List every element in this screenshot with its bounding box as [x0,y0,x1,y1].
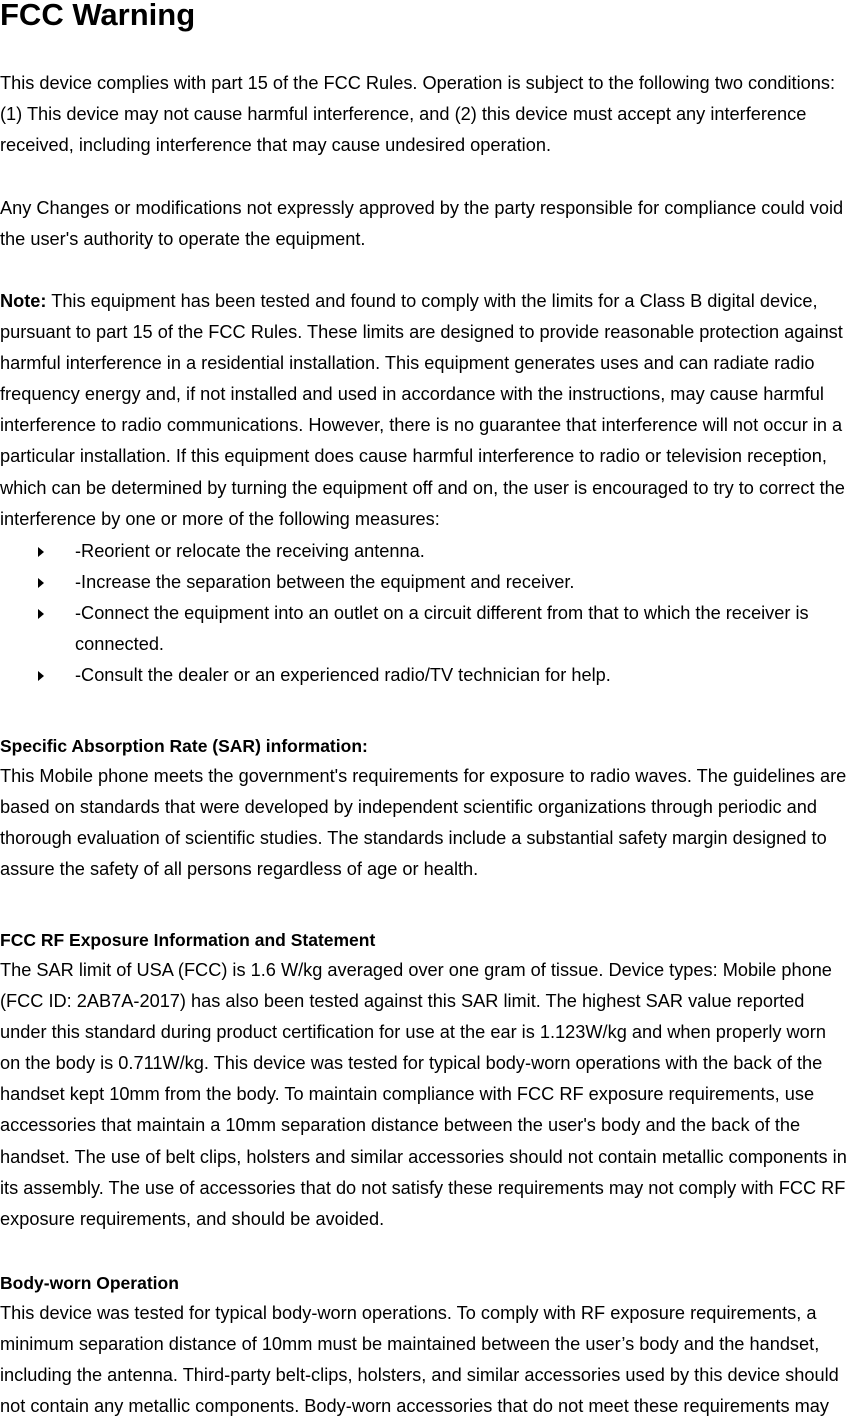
measure-text: -Increase the separation between the equipment and receiver. [75,572,575,593]
note-line: which can be determined by turning the equipment off and on, the user is encouraged to try to correct the [0,477,845,498]
measures-list [0,536,809,691]
intro-line: received, including interference that may cause undesired operation. [0,135,552,156]
sar-line: thorough evaluation of scientific studies. The standards include a substantial safety margin designed to [0,828,827,849]
rf-exposure-line: on the body is 0.711W/kg. This device was tested for typical body-worn operations with the back of the [0,1053,823,1074]
rf-exposure-line: its assembly. The use of accessories that do not satisfy these requirements may not comply with FCC RF [0,1177,846,1198]
sar-line: This Mobile phone meets the government's requirements for exposure to radio waves. The guidelines are [0,766,847,786]
rf-exposure-line: handset. The use of belt clips, holsters and similar accessories should not contain metallic components in [0,1146,847,1167]
list-item [0,660,809,691]
rf-exposure-line: The SAR limit of USA (FCC) is 1.6 W/kg averaged over one gram of tissue. Device types: Mobile phone [0,960,832,980]
sar-paragraph [0,761,864,885]
triangle-bullet-icon [38,609,44,619]
body-worn-heading: Body-worn Operation [0,1273,179,1293]
body-worn-line: This device was tested for typical body-worn operations. To comply with RF exposure requirements, a [0,1303,817,1323]
rf-exposure-line: (FCC ID: 2AB7A-2017) has also been tested against this SAR limit. The highest SAR value reported [0,991,805,1012]
changes-paragraph [0,193,864,255]
measure-text: -Consult the dealer or an experienced radio/TV technician for help. [75,665,611,686]
triangle-bullet-icon [38,578,44,588]
note-line: particular installation. If this equipment does cause harmful interference to radio or television reception, [0,446,827,467]
measure-text: connected. [75,634,164,655]
measure-text: -Reorient or relocate the receiving antenna. [75,541,425,561]
measure-text: -Connect the equipment into an outlet on a circuit different from that to which the receiver is [75,603,809,624]
list-item [0,598,809,660]
rf-exposure-line: exposure requirements, and should be avoided. [0,1208,385,1229]
body-worn-line: including the antenna. Third-party belt-clips, holsters, and similar accessories used by this device should [0,1365,839,1386]
list-item [0,536,809,567]
body-worn-paragraph [0,1298,864,1419]
note-label: Note: [0,291,47,311]
triangle-bullet-icon [38,671,44,681]
sar-heading: Specific Absorption Rate (SAR) information: [0,736,368,756]
rf-exposure-heading: FCC RF Exposure Information and Statement [0,930,376,950]
page-title: FCC Warning [0,0,196,32]
note-line: harmful interference in a residential installation. This equipment generates uses and can radiate radio [0,353,815,374]
intro-line: (1) This device may not cause harmful interference, and (2) this device must accept any interference [0,104,807,125]
body-worn-line: minimum separation distance of 10mm must be maintained between the user’s body and the handset, [0,1334,820,1355]
body-worn-line: not contain any metallic components. Body-worn accessories that do not meet these requirements may [0,1396,829,1417]
note-line: interference to radio communications. However, there is no guarantee that interference will not occur in a [0,415,843,436]
changes-line: the user's authority to operate the equipment. [0,229,366,250]
rf-exposure-line: handset kept 10mm from the body. To maintain compliance with FCC RF exposure requirements, use [0,1084,815,1105]
note-line: interference by one or more of the following measures: [0,508,440,529]
note-line: pursuant to part 15 of the FCC Rules. These limits are designed to provide reasonable protection against [0,322,843,343]
rf-exposure-line: accessories that maintain a 10mm separation distance between the user's body and the back of the [0,1115,801,1136]
changes-line: Any Changes or modifications not expressly approved by the party responsible for compliance could void [0,198,844,218]
sar-line: based on standards that were developed by independent scientific organizations through periodic and [0,797,817,818]
intro-line: This device complies with part 15 of the FCC Rules. Operation is subject to the following two conditions: [0,73,835,93]
rf-exposure-line: under this standard during product certification for use at the ear is 1.123W/kg and when properly worn [0,1022,826,1043]
note-first-line-text: This equipment has been tested and found to comply with the limits for a Class B digital device, [46,291,818,311]
rf-exposure-paragraph [0,955,864,1235]
intro-paragraph [0,68,864,161]
triangle-bullet-icon [38,547,44,557]
list-item [0,567,809,598]
note-first-line [0,286,864,317]
note-line: frequency energy and, if not installed and used in accordance with the instructions, may cause harmful [0,384,824,405]
sar-line: assure the safety of all persons regardless of age or health. [0,859,479,880]
note-paragraph [0,286,864,535]
